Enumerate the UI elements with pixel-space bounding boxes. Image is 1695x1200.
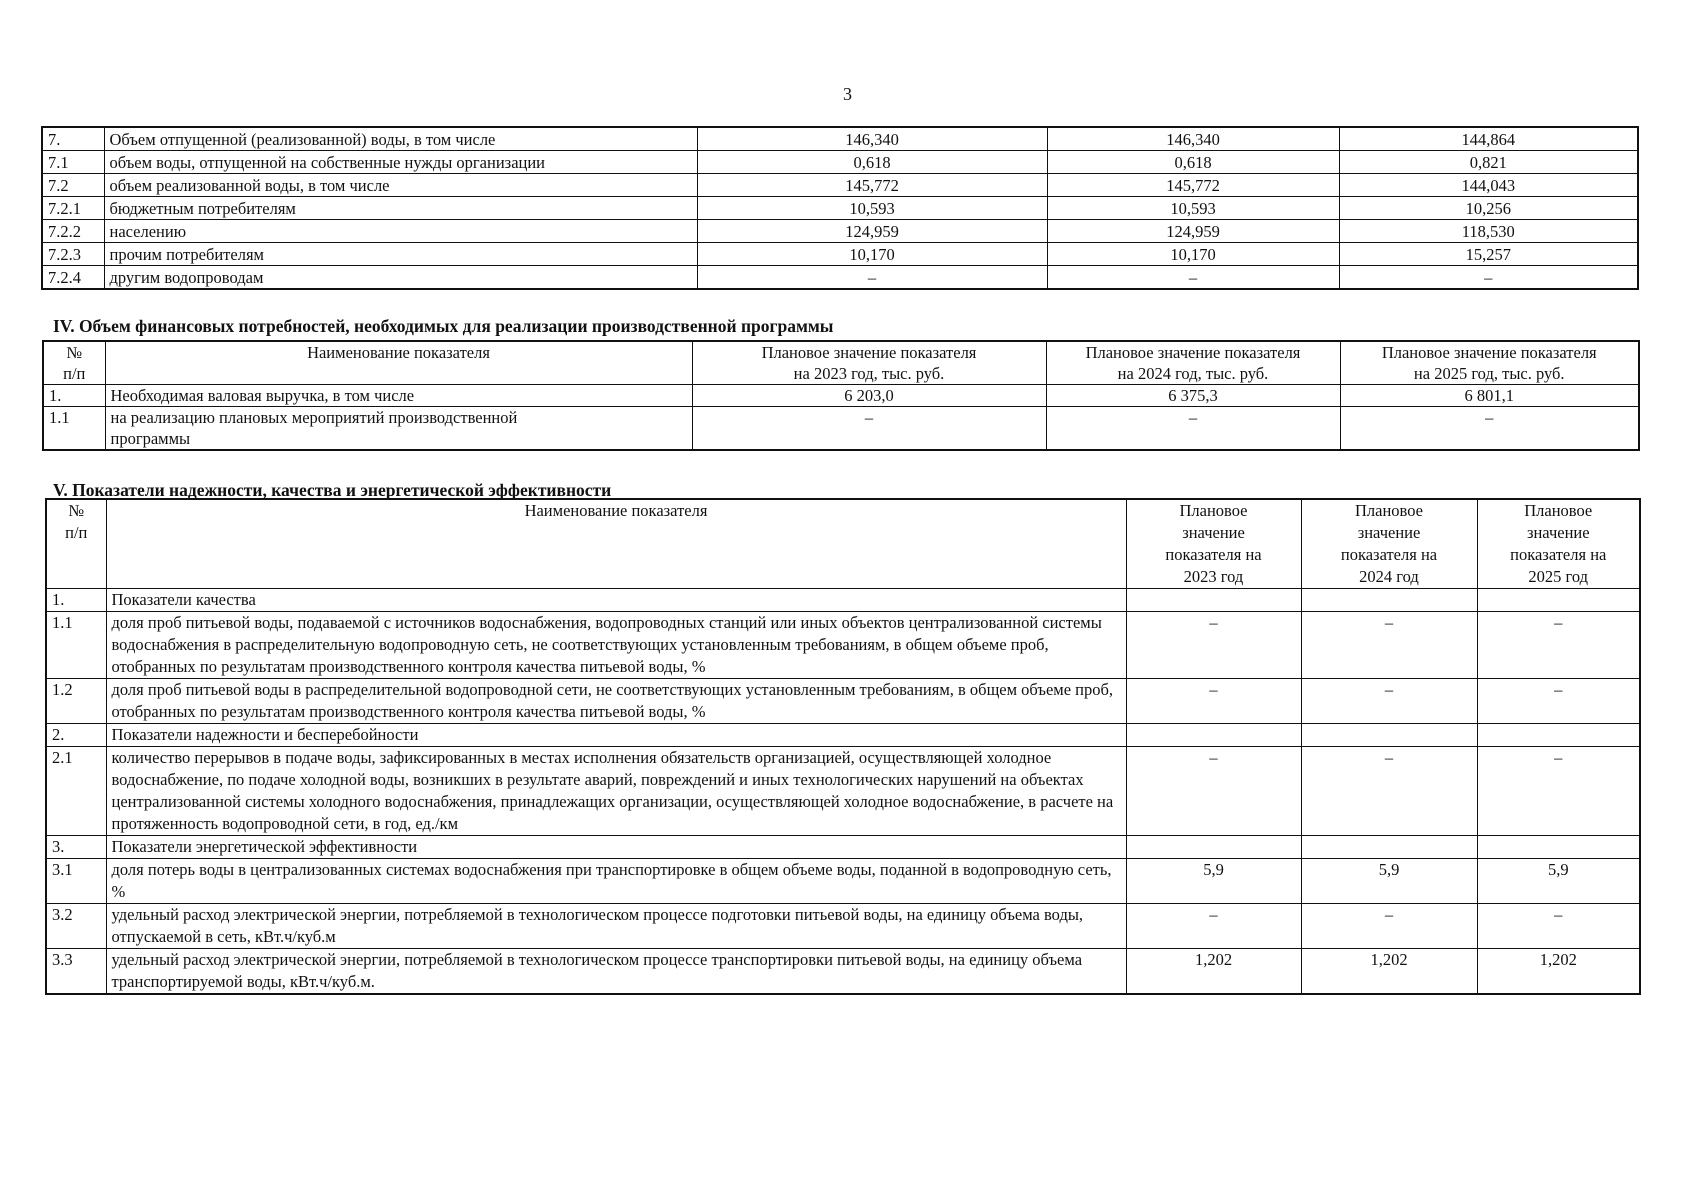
row-number: 3.2 <box>46 904 106 949</box>
value-2025: 15,257 <box>1339 243 1638 266</box>
table-row <box>46 836 1640 859</box>
value-2025: 0,821 <box>1339 151 1638 174</box>
indicator-name: прочим потребителям <box>104 243 697 266</box>
indicator-name: объем воды, отпущенной на собственные нужды организации <box>104 151 697 174</box>
value-2023: 6 203,0 <box>692 385 1046 407</box>
table-row <box>46 904 1640 949</box>
value-2024: 146,340 <box>1047 127 1339 151</box>
row-number: 1.1 <box>46 612 106 679</box>
value-2025: – <box>1340 407 1639 451</box>
table-row <box>46 859 1640 904</box>
value-2024 <box>1301 724 1477 747</box>
value-2025: 6 801,1 <box>1340 385 1639 407</box>
indicators-table <box>45 498 1641 995</box>
value-2023: 10,593 <box>697 197 1047 220</box>
value-2024 <box>1301 589 1477 612</box>
value-2024: – <box>1047 266 1339 290</box>
indicator-name: удельный расход электрической энергии, потребляемой в технологическом процессе подготовки питьевой воды, на единицу объема воды, отпускаемой в сеть, кВт.ч/куб.м <box>106 904 1126 949</box>
table-row <box>42 243 1638 266</box>
header-name: Наименование показателя <box>106 499 1126 589</box>
value-2024: 5,9 <box>1301 859 1477 904</box>
value-2025: – <box>1477 679 1640 724</box>
indicator-name: Необходимая валовая выручка, в том числе <box>105 385 692 407</box>
value-2023: 124,959 <box>697 220 1047 243</box>
value-2023: 0,618 <box>697 151 1047 174</box>
indicator-name: удельный расход электрической энергии, потребляемой в технологическом процессе транспортировки питьевой воды, на единицу объема транспортируемой воды, кВт.ч/куб.м. <box>106 949 1126 995</box>
value-2025: 1,202 <box>1477 949 1640 995</box>
value-2025: – <box>1477 904 1640 949</box>
value-2023: 146,340 <box>697 127 1047 151</box>
value-2025 <box>1477 589 1640 612</box>
value-2023: 145,772 <box>697 174 1047 197</box>
table-row <box>42 197 1638 220</box>
page-number: 3 <box>843 84 852 104</box>
table-row <box>46 589 1640 612</box>
value-2024: – <box>1301 904 1477 949</box>
value-2024: 10,170 <box>1047 243 1339 266</box>
value-2023: – <box>697 266 1047 290</box>
row-number: 7.2.3 <box>42 243 104 266</box>
value-2023 <box>1126 589 1301 612</box>
row-number: 1.1 <box>43 407 105 451</box>
header-2024: Плановое значение показателя на 2024 год, тыс. руб. <box>1046 341 1340 385</box>
indicator-name: Показатели качества <box>106 589 1126 612</box>
value-2025: 144,043 <box>1339 174 1638 197</box>
row-number: 3. <box>46 836 106 859</box>
table-row <box>46 612 1640 679</box>
row-number: 3.1 <box>46 859 106 904</box>
value-2024: 124,959 <box>1047 220 1339 243</box>
value-2023: 10,170 <box>697 243 1047 266</box>
row-number: 7.2.2 <box>42 220 104 243</box>
table-row <box>46 747 1640 836</box>
indicator-name: объем реализованной воды, в том числе <box>104 174 697 197</box>
row-number: 7.2 <box>42 174 104 197</box>
row-number: 7.2.4 <box>42 266 104 290</box>
value-2024: 6 375,3 <box>1046 385 1340 407</box>
value-2024: – <box>1046 407 1340 451</box>
value-2025: 118,530 <box>1339 220 1638 243</box>
value-2023: 5,9 <box>1126 859 1301 904</box>
indicator-name: доля потерь воды в централизованных системах водоснабжения при транспортировке в общем объеме воды, поданной в водопроводную сеть, % <box>106 859 1126 904</box>
indicator-name: населению <box>104 220 697 243</box>
value-2025 <box>1477 836 1640 859</box>
value-2024: – <box>1301 747 1477 836</box>
table-row <box>46 724 1640 747</box>
value-2024: – <box>1301 612 1477 679</box>
section-4-title: IV. Объем финансовых потребностей, необходимых для реализации производственной программы <box>53 316 834 336</box>
value-2023 <box>1126 836 1301 859</box>
value-2025: 5,9 <box>1477 859 1640 904</box>
table-row <box>42 174 1638 197</box>
indicator-name: на реализацию плановых мероприятий производственной программы <box>105 407 692 451</box>
value-2024: 1,202 <box>1301 949 1477 995</box>
indicator-name: количество перерывов в подаче воды, зафиксированных в местах исполнения обязательств организацией, осуществляющей холодное водоснабжение, по подаче холодной воды, возникших в результате аварий, повреждений и иных технологических нарушений на объектах централизованной системы холодного водоснабжения, принадлежащих организации, осуществляющей холодное водоснабжение, в расчете на протяженность водопроводной сети, в год, ед./км <box>106 747 1126 836</box>
row-number: 7.2.1 <box>42 197 104 220</box>
indicator-name: бюджетным потребителям <box>104 197 697 220</box>
indicator-name: Показатели энергетической эффективности <box>106 836 1126 859</box>
row-number: 7. <box>42 127 104 151</box>
indicator-name: доля проб питьевой воды в распределительной водопроводной сети, не соответствующих установленным требованиям, в общем объеме проб, отобранных по результатам производственного контроля качества питьевой воды, % <box>106 679 1126 724</box>
section-5-title: V. Показатели надежности, качества и энергетической эффективности <box>53 480 612 500</box>
value-2023: – <box>1126 679 1301 724</box>
row-number: 7.1 <box>42 151 104 174</box>
financial-needs-table <box>42 340 1640 451</box>
indicator-name: Объем отпущенной (реализованной) воды, в том числе <box>104 127 697 151</box>
table-header-row <box>46 499 1640 589</box>
value-2023: – <box>1126 747 1301 836</box>
value-2024: – <box>1301 679 1477 724</box>
value-2023: 1,202 <box>1126 949 1301 995</box>
value-2025: – <box>1339 266 1638 290</box>
value-2023: – <box>1126 612 1301 679</box>
value-2023: – <box>1126 904 1301 949</box>
row-number: 2.1 <box>46 747 106 836</box>
value-2024 <box>1301 836 1477 859</box>
header-num: № п/п <box>46 499 106 589</box>
table-row <box>43 407 1639 451</box>
value-2024: 10,593 <box>1047 197 1339 220</box>
row-number: 1. <box>46 589 106 612</box>
header-2023: Плановое значение показателя на 2023 год, тыс. руб. <box>692 341 1046 385</box>
value-2024: 0,618 <box>1047 151 1339 174</box>
table-header-row <box>43 341 1639 385</box>
value-2025: – <box>1477 612 1640 679</box>
value-2023: – <box>692 407 1046 451</box>
header-num: № п/п <box>43 341 105 385</box>
header-2024: Плановое значение показателя на 2024 год <box>1301 499 1477 589</box>
table-row <box>42 220 1638 243</box>
row-number: 3.3 <box>46 949 106 995</box>
header-2023: Плановое значение показателя на 2023 год <box>1126 499 1301 589</box>
value-2025: 10,256 <box>1339 197 1638 220</box>
indicator-name: другим водопроводам <box>104 266 697 290</box>
indicator-name: Показатели надежности и бесперебойности <box>106 724 1126 747</box>
table-row <box>46 679 1640 724</box>
table-row <box>42 151 1638 174</box>
header-2025: Плановое значение показателя на 2025 год <box>1477 499 1640 589</box>
value-2023 <box>1126 724 1301 747</box>
table-row <box>43 385 1639 407</box>
table-row <box>42 127 1638 151</box>
table-row <box>42 266 1638 290</box>
row-number: 1. <box>43 385 105 407</box>
value-2025: – <box>1477 747 1640 836</box>
value-2024: 145,772 <box>1047 174 1339 197</box>
value-2025: 144,864 <box>1339 127 1638 151</box>
header-2025: Плановое значение показателя на 2025 год, тыс. руб. <box>1340 341 1639 385</box>
row-number: 2. <box>46 724 106 747</box>
water-volume-table <box>41 126 1639 290</box>
value-2025 <box>1477 724 1640 747</box>
indicator-name: доля проб питьевой воды, подаваемой с источников водоснабжения, водопроводных станций или иных объектов централизованной системы водоснабжения в распределительную водопроводную сеть, не соответствующих установленным требованиям, в общем объеме проб, отобранных по результатам производственного контроля качества питьевой воды, % <box>106 612 1126 679</box>
row-number: 1.2 <box>46 679 106 724</box>
table-row <box>46 949 1640 995</box>
header-name: Наименование показателя <box>105 341 692 385</box>
